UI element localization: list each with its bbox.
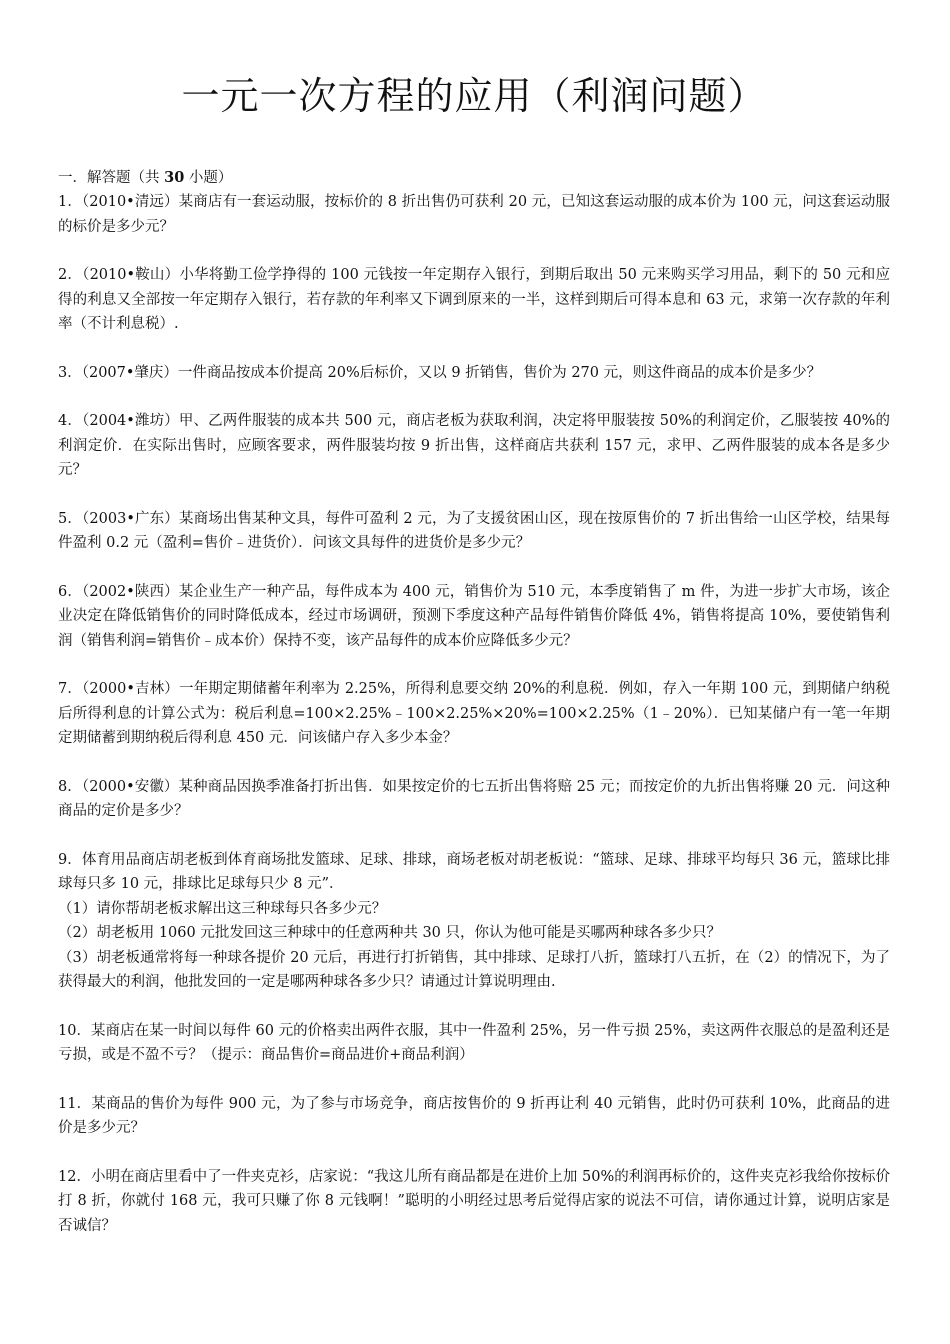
section-heading <box>58 166 890 190</box>
section-suffix: 小题） <box>184 170 233 186</box>
question-11 <box>58 1092 890 1141</box>
question-5 <box>58 507 890 556</box>
question-2 <box>58 263 890 337</box>
question-8 <box>58 775 890 824</box>
question-4 <box>58 409 890 483</box>
question-part-3: （3）胡老板通常将每一种球各提价 20 元后，再进行打折销售，其中排球、足球打八折，篮球打八五折，在（2）的情况下，为了获得最大的利润，他批发回的一定是哪两种球各多少只？请通过计算说明理由. <box>58 949 890 990</box>
question-1 <box>58 190 890 239</box>
section-prefix: 一．解答题（共 <box>58 170 165 186</box>
question-text: 3．（2007•肇庆）一件商品按成本价提高 20%后标价，又以 9 折销售，售价为 270 元，则这件商品的成本价是多少？ <box>58 364 822 381</box>
question-7 <box>58 677 890 751</box>
question-10 <box>58 1019 890 1068</box>
document-title: 一元一次方程的应用（利润问题） <box>181 74 767 118</box>
question-3 <box>58 361 890 386</box>
question-6 <box>58 580 890 654</box>
question-part-1: （1）请你帮胡老板求解出这三种球每只各多少元？ <box>58 900 387 917</box>
question-12 <box>58 1165 890 1239</box>
question-text: 12．小明在商店里看中了一件夹克衫，店家说：“我这儿所有商品都是在进价上加 50%的利润再标价的，这件夹克衫我给你按标价打 8 折，你就付 168 元，我可只赚了你 8 元钱啊！”聪明的小明经过思考后觉得店家的说法不可信，请你通过计算，说明店家是否诚信？ <box>58 1168 890 1234</box>
question-text: 6．（2002•陕西）某企业生产一种产品，每件成本为 400 元，销售价为 510 元，本季度销售了 m 件，为进一步扩大市场，该企业决定在降低销售价的同时降低成本，经过市场调研，预测下季度这种产品每件销售价降低 4%，销售将提高 10%，要使销售利润（销售利润=销售价﹣成本价）保持不变，该产品每件的成本价应降低多少元？ <box>58 583 890 649</box>
question-text: 10．某商店在某一时间以每件 60 元的价格卖出两件衣服，其中一件盈利 25%，另一件亏损 25%，卖这两件衣服总的是盈利还是亏损，或是不盈不亏？（提示：商品售价=商品进价+商品利润） <box>58 1022 890 1063</box>
question-text: 9．体育用品商店胡老板到体育商场批发篮球、足球、排球，商场老板对胡老板说：“篮球、足球、排球平均每只 36 元，篮球比排球每只多 10 元，排球比足球每只少 8 元”． <box>58 851 890 892</box>
question-text: 5．（2003•广东）某商场出售某种文具，每件可盈利 2 元，为了支援贫困山区，现在按原售价的 7 折出售给一山区学校，结果每件盈利 0.2 元（盈利=售价﹣进货价）．问该文具每件的进货价是多少元？ <box>58 510 890 551</box>
question-text: 1．（2010•清远）某商店有一套运动服，按标价的 8 折出售仍可获利 20 元，已知这套运动服的成本价为 100 元，问这套运动服的标价是多少元？ <box>58 194 890 235</box>
question-part-2: （2）胡老板用 1060 元批发回这三种球中的任意两种共 30 只，你认为他可能是买哪两种球各多少只？ <box>58 925 722 941</box>
question-text: 2．（2010•鞍山）小华将勤工俭学挣得的 100 元钱按一年定期存入银行，到期后取出 50 元来购买学习用品，剩下的 50 元和应得的利息又全部按一年定期存入银行，若存款的年利率又下调到原来的一半，这样到期后可得本息和 63 元，求第一次存款的年利率（不计利息税）. <box>58 267 890 332</box>
question-text: 8．（2000•安徽）某种商品因换季准备打折出售．如果按定价的七五折出售将赔 25 元；而按定价的九折出售将赚 20 元．问这种商品的定价是多少？ <box>58 778 890 819</box>
question-count: 30 <box>164 169 185 186</box>
question-text: 7．（2000•吉林）一年期定期储蓄年利率为 2.25%，所得利息要交纳 20%的利息税．例如，存入一年期 100 元，到期储户纳税后所得利息的计算公式为：税后利息=100×2.25%﹣100×2.25%×20%=100×2.25%（1﹣20%）．已知某储户有一笔一年期定期储蓄到期纳税后得利息 450 元．问该储户存入多少本金？ <box>58 681 890 746</box>
question-text: 11．某商品的售价为每件 900 元，为了参与市场竞争，商店按售价的 9 折再让利 40 元销售，此时仍可获利 10%，此商品的进价是多少元？ <box>58 1095 890 1136</box>
question-9 <box>58 848 890 995</box>
question-text: 4．（2004•潍坊）甲、乙两件服装的成本共 500 元，商店老板为获取利润，决定将甲服装按 50%的利润定价，乙服装按 40%的利润定价．在实际出售时，应顾客要求，两件服装均按 9 折出售，这样商店共获利 157 元，求甲、乙两件服装的成本各是多少元？ <box>58 413 890 478</box>
